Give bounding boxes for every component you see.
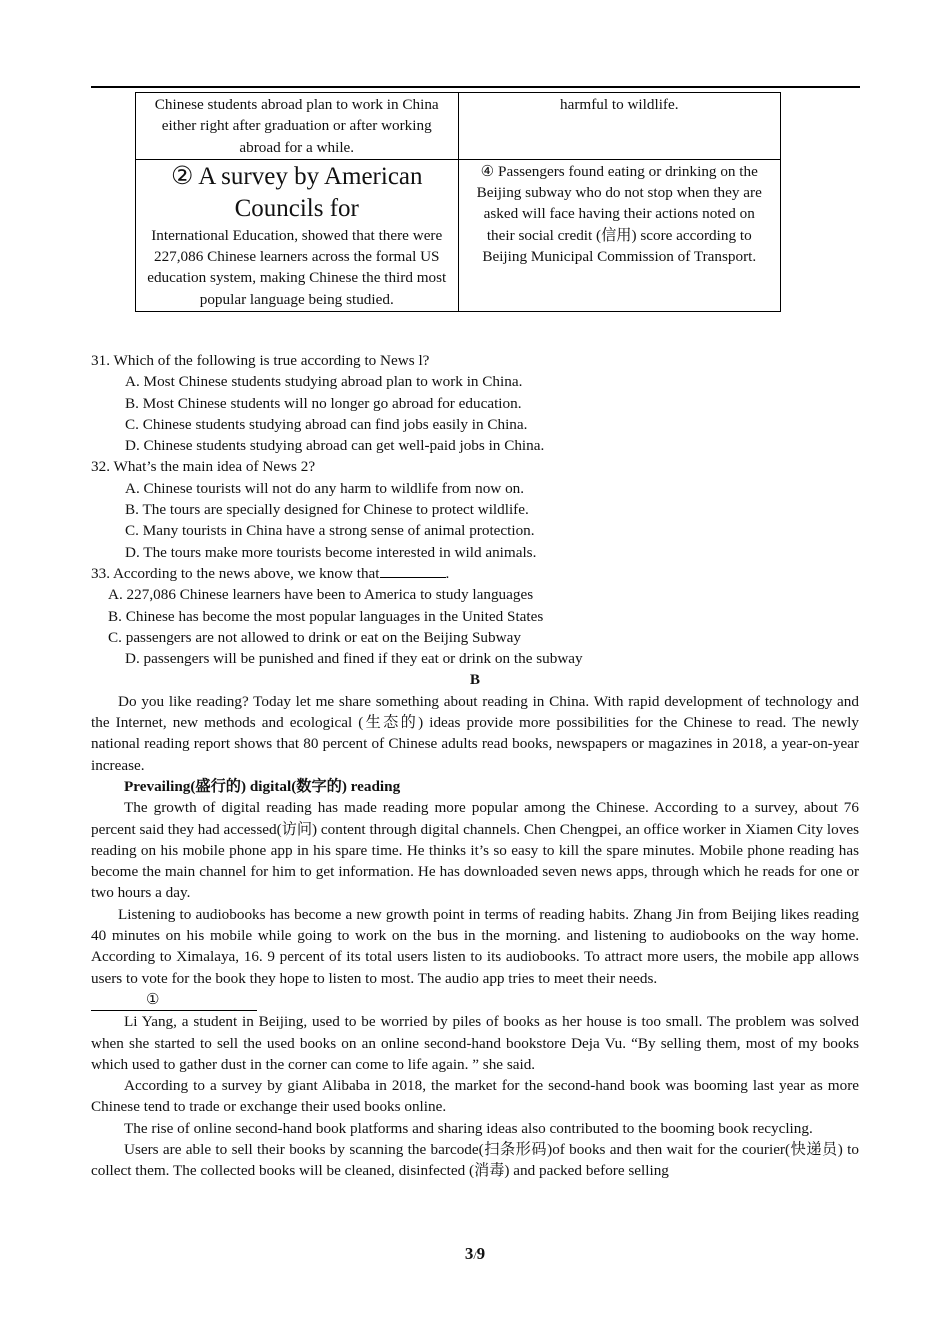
option: C. passengers are not allowed to drink or eat on the Beijing Subway — [108, 628, 521, 646]
news-table — [135, 92, 781, 312]
news-1-cell: Chinese students abroad plan to work in China either right after graduation or after working abroad for a while. — [136, 93, 459, 160]
option: A. Chinese tourists will not do any harm to wildlife from now on. — [125, 479, 525, 497]
news-2-body: International Education, showed that there were 227,086 Chinese learners across the formal US education system, making Chinese the third most popular language being studied. — [147, 226, 447, 308]
question-33-text: 33. According to the news above, we know that — [91, 564, 380, 582]
question-33 — [91, 563, 859, 584]
header-rule — [91, 86, 860, 88]
total-pages: 9 — [476, 1244, 486, 1263]
paragraph: According to a survey by giant Alibaba in 2018, the market for the second-hand book was booming last year as more Chinese tend to trade or exchange their used books online. — [91, 1077, 859, 1116]
option: B. Most Chinese students will no longer go abroad for education. — [125, 394, 522, 412]
option: B. Chinese has become the most popular languages in the United States — [108, 607, 544, 625]
option: D. The tours make more tourists become interested in wild animals. — [125, 543, 537, 561]
paragraph: Users are able to sell their books by scanning the barcode(扫条形码)of books and then wait for the courier(快递员) to collect them. The collected books will be cleaned, disinfected (消毒) and packed before selling — [91, 1140, 859, 1180]
page-number — [0, 1243, 950, 1266]
news-3-cell: harmful to wildlife. — [458, 93, 781, 160]
option: D. passengers will be punished and fined if they eat or drink on the subway — [125, 650, 583, 668]
option: A. Most Chinese students studying abroad plan to work in China. — [125, 373, 523, 391]
current-page: 3 — [464, 1244, 474, 1263]
question-32: 32. What’s the main idea of News 2? — [91, 458, 316, 476]
table-row — [136, 159, 781, 311]
paragraph: The growth of digital reading has made reading more popular among the Chinese. According to a survey, about 76 percent said they had accessed(访问) content through digital channels. Chen Chengpei, an office worker in Xiamen City loves reading on his mobile phone app in his spare time. He thinks it’s so easy to kill the spare minutes. Mobile phone reading has become the main channel for him to get information. He has downloaded seven news apps, through which he reads for one or two hours a day. — [91, 799, 859, 902]
question-33-end: . — [445, 564, 450, 582]
option: C. Chinese students studying abroad can find jobs easily in China. — [125, 415, 528, 433]
news-2-cell — [136, 159, 459, 311]
document-body — [91, 350, 859, 1182]
subheading-blank: ① — [91, 989, 257, 1011]
paragraph: The rise of online second-hand book platforms and sharing ideas also contributed to the booming book recycling. — [124, 1119, 813, 1137]
option: D. Chinese students studying abroad can get well-paid jobs in China. — [125, 437, 545, 455]
page-separator: / — [473, 1248, 477, 1262]
news-4-cell: ④ Passengers found eating or drinking on the Beijing subway who do not stop when they are asked will face having their actions noted on their social credit (信用) score according to Beijing Municipal Commission of Transport. — [458, 159, 781, 311]
option: B. The tours are specially designed for Chinese to protect wildlife. — [125, 501, 529, 519]
section-b-title: B — [469, 671, 481, 689]
paragraph: Do you like reading? Today let me share something about reading in China. With rapid development of technology and the Internet, new methods and ecological (生态的) ideas provide more possibilities for the Chinese to read. The newly national reading report shows that 80 percent of Chinese adults read books, newspapers or magazines in 2018, a year-on-year increase. — [91, 692, 859, 774]
subheading: Prevailing(盛行的) digital(数字的) reading — [124, 777, 401, 795]
answer-blank — [380, 577, 446, 578]
paragraph: Li Yang, a student in Beijing, used to be worried by piles of books as her house is too small. The problem was solved when she started to sell the used books on an online second-hand bookstore Deja Vu. “By selling them, most of my books which used to gather dust in the corner can come to life again. ” she said. — [91, 1013, 859, 1073]
option: C. Many tourists in China have a strong sense of animal protection. — [125, 522, 535, 540]
news-2-title: ② A survey by American Councils for — [170, 162, 423, 222]
question-31: 31. Which of the following is true according to News l? — [91, 352, 430, 369]
table-row — [136, 93, 781, 160]
option: A. 227,086 Chinese learners have been to America to study languages — [108, 586, 534, 604]
paragraph: Listening to audiobooks has become a new growth point in terms of reading habits. Zhang Jin from Beijing likes reading 40 minutes on his mobile while going to work on the bus in the morning. and listening to audiobooks on the way home. According to Ximalaya, 16. 9 percent of its total users listen to its audiobooks. To attract more users, the mobile app allows users to vote for the book they hope to listen to most. The audio app tries to meet their needs. — [91, 905, 859, 987]
